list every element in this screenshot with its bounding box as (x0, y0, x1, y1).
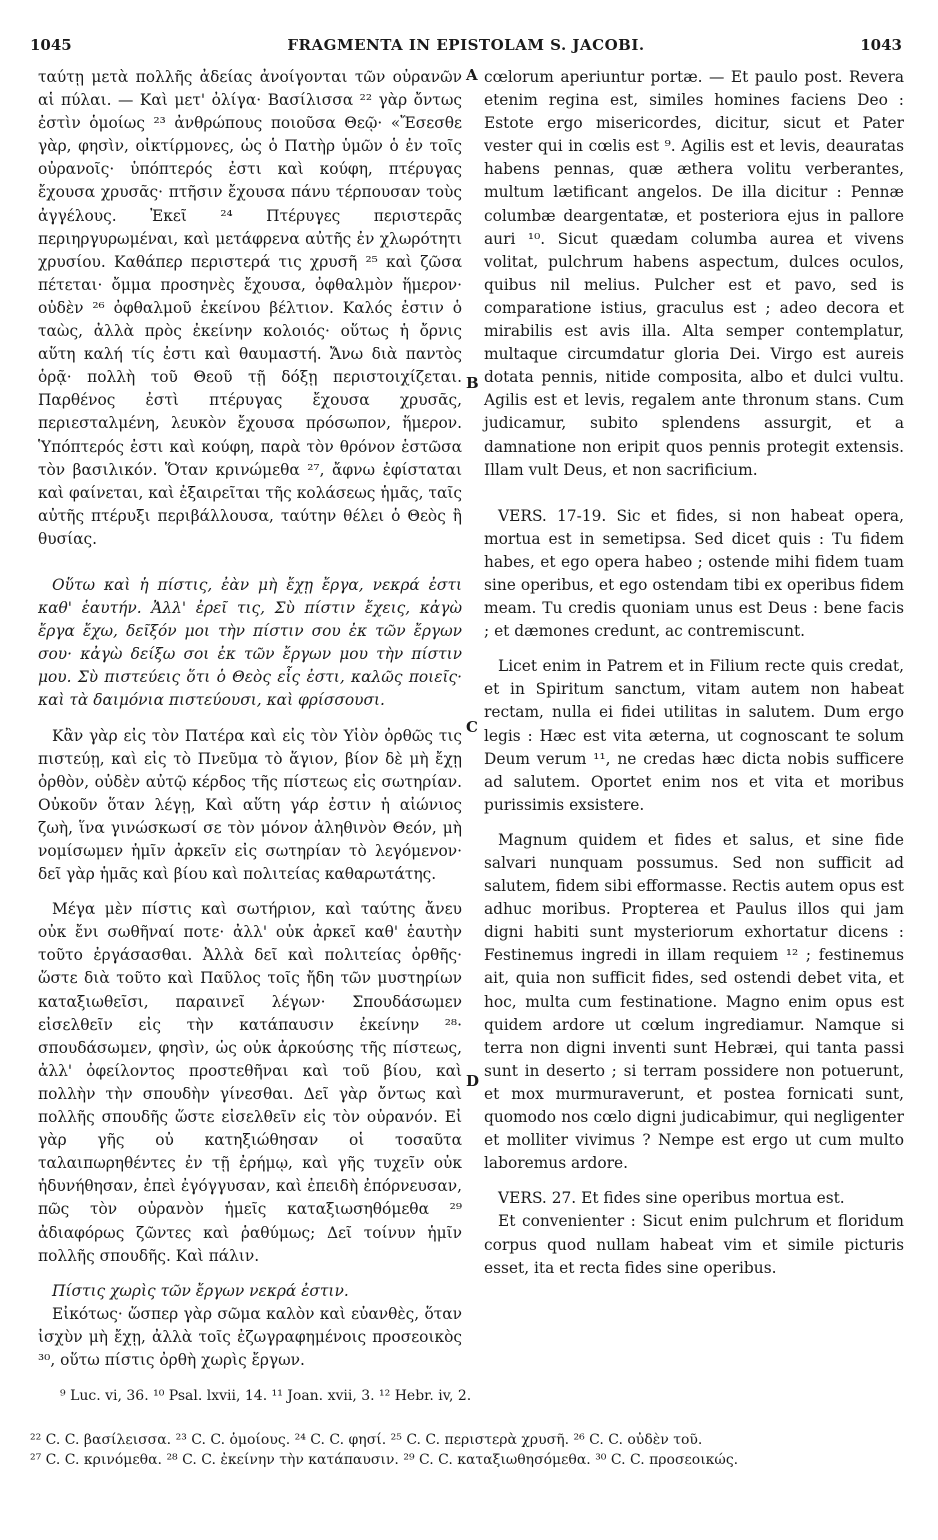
margin-letter-c: C (466, 718, 478, 736)
margin-letter-a: A (466, 66, 478, 84)
greek-footnotes-line-2: ²⁷ C. C. κρινόμεθα. ²⁸ C. C. ἐκείνην τὴν κατάπαυσιν. ²⁹ C. C. καταξιωθησόμεθα. ³⁰ C. C. προσεοικώς. (30, 1452, 739, 1468)
greek-column (38, 66, 462, 1372)
latin-verse-17-19: VERS. 17-19. Sic et fides, si non habeat opera, mortua est in semetipsa. Sed dicet quis : Tu fidem habes, et ego opera habeo ; ostende mihi fidem tuam sine operibus, et ego ostendam tibi ex operibus fidem meam. Tu credis quoniam unus est Deus : bene facis ; et dæmones credunt, ac contremiscunt. (484, 506, 904, 641)
latin-footnotes: ⁹ Luc. vi, 36. ¹⁰ Psal. lxvii, 14. ¹¹ Joan. xvii, 3. ¹² Hebr. iv, 2. (60, 1388, 472, 1404)
latin-paragraph-4: Magnum quidem et fides et salus, et sine fide salvari nunquam possumus. Sed non sufficit ad salutem, fidem sibi efformasse. Rectis autem opus est adhuc moribus. Propterea et Paulus illos qui jam digni habiti sunt mysteriorum exhortatur dicens : Festinemus ingredi in illam requiem ¹² ; festinemus ait, quia non sufficit fides, sed ostendi debet vita, et hoc, multa cum festinatione. Magno enim opus est quidem ardore ut cœlum ingrediamur. Namque si terra non digni inventi sunt Hebræi, qui tanta passi sunt in deserto ; si terram possidere non potuerunt, et mox murmuraverunt, et postea fornicati sunt, quomodo nos cœlo digni judicabimur, qui negligenter et molliter vivimus ? Nempe est ergo ut cum multo laboremus ardore. (484, 830, 904, 1173)
latin-paragraph-6: Et convenienter : Sicut enim pulchrum et floridum corpus quod nullam habeat vim et simile picturis esset, ita et recta fides sine operibus. (484, 1212, 904, 1277)
page-number-right: 1043 (860, 36, 902, 54)
greek-verse-27: Πίστις χωρὶς τῶν ἔργων νεκρά ἐστιν. (52, 1281, 349, 1300)
greek-verse-17-19: Οὕτω καὶ ἡ πίστις, ἐὰν μὴ ἔχῃ ἔργα, νεκρά ἐστι καθ' ἑαυτήν. Ἀλλ' ἐρεῖ τις, Σὺ πίστιν ἔχεις, κἀγὼ ἔργα ἔχω, δεῖξόν μοι τὴν πίστιν σου ἐκ τῶν ἔργων σου· κἀγὼ δείξω σοι ἐκ τῶν ἔργων μου τὴν πίστιν μου. Σὺ πιστεύεις ὅτι ὁ Θεὸς εἷς ἐστι, καλῶς ποιεῖς· καὶ τὰ δαιμόνια πιστεύουσι, καὶ φρίσσουσι. (38, 575, 462, 710)
latin-paragraph-1: cœlorum aperiuntur portæ. — Et paulo post. Revera etenim regina est, similes homines faciens Deo : Estote ergo misericordes, dicitur, sicut et Pater vester qui in cœlis est ⁹. Agilis est et levis, deauratas habens pennas, quæ æthera volitu verberantes, multum lætificant angelos. De illa dicitur : Pennæ columbæ deargentatæ, et posteriora ejus in pallore auri ¹⁰. Sicut quædam columba aurea et vivens volitat, pulchrum habens aspectum, dulces oculos, quibus nil melius. Pulcher est et pavo, sed is comparatione istius, graculus est ; adeo decora et mirabilis est avis illa. Alta semper contemplatur, multaque circumdatur gloria Dei. Virgo est aureis dotata pennis, nitide composita, albo et dulci vultu. Agilis est et levis, regalem ante thronum stans. Cum judicamur, subito splendens assurgit, et a damnatione non eripit quos pennis protegit extensis. Illam vult Deus, et non sacrificium. (484, 68, 904, 479)
running-header (30, 36, 902, 58)
latin-verse-27: VERS. 27. Et fides sine operibus mortua est. (498, 1189, 845, 1208)
latin-paragraph-3: Licet enim in Patrem et in Filium recte quis credat, et in Spiritum sanctum, vitam autem non habeat rectam, nulla ei fidei utilitas in salutem. Dum ergo legis : Hæc est vita æterna, ut cognoscant te solum Deum verum ¹¹, ne credas hæc dicta nobis sufficere ad salutem. Oportet enim nos et vita et moribus purissimis exsistere. (484, 657, 904, 814)
greek-paragraph-1: ταύτῃ μετὰ πολλῆς ἀδείας ἀνοίγονται τῶν οὐρανῶν αἱ πύλαι. — Καὶ μετ' ὀλίγα· Βασίλισσα ²² γὰρ ὄντως ἐστὶν ὁμοίως ²³ ἀνθρώπους ποιοῦσα Θεῷ· «Ἔσεσθε γὰρ, φησὶν, οἰκτίρμονες, ὡς ὁ Πατὴρ ὑμῶν ὁ ἐν τοῖς οὐρανοῖς· ὑπόπτερός ἐστι καὶ κούφη, πτέρυγας ἔχουσα χρυσᾶς· πτῆσιν ἔχουσα πάνυ τέρπουσαν τοὺς ἀγγέλους. Ἐκεῖ ²⁴ Πτέρυγες περιστερᾶς περιηργυρωμέναι, καὶ μετάφρενα αὐτῆς ἐν χλωρότητι χρυσίου. Καθάπερ περιστερά τις χρυσῆ ²⁵ καὶ ζῶσα πέτεται· ὄμμα προσηνὲς ἔχουσα, ὀφθαλμὸν ἥμερον· οὐδὲν ²⁶ ὀφθαλμοῦ ἐκείνου βέλτιον. Καλός ἐστιν ὁ ταὼς, ἀλλὰ πρὸς ἐκείνην κολοιός· οὕτως ἡ ὄρνις αὕτη καλή τίς ἐστι καὶ θαυμαστή. Ἄνω διὰ παντὸς ὁρᾷ· πολλὴ τοῦ Θεοῦ τῇ δόξῃ περιστοιχίζεται. Παρθένος ἐστὶ πτέρυγας ἔχουσα χρυσᾶς, περιεσταλμένη, λευκὸν ἔχουσα πρόσωπον, ἥμερον. Ὑπόπτερός ἐστι καὶ κούφη, παρὰ τὸν θρόνον ἑστῶσα τὸν βασιλικόν. Ὅταν κρινώμεθα ²⁷, ἄφνω ἐφίσταται καὶ φαίνεται, καὶ ἐξαιρεῖται τῆς κολάσεως ἡμᾶς, ταῖς αὐτῆς πτέρυξι περιβάλλουσα, ταύτην θέλει ὁ Θεὸς ἢ θυσίας. (38, 68, 462, 548)
greek-paragraph-4: Μέγα μὲν πίστις καὶ σωτήριον, καὶ ταύτης ἄνευ οὐκ ἔνι σωθῆναί ποτε· ἀλλ' οὐκ ἀρκεῖ καθ' ἑαυτὴν τοῦτο ἐργάσασθαι. Ἀλλὰ δεῖ καὶ πολιτείας ὀρθῆς· ὥστε διὰ τοῦτο καὶ Παῦλος τοῖς ἤδη τῶν μυστηρίων καταξιωθεῖσι, παραινεῖ λέγων· Σπουδάσωμεν εἰσελθεῖν εἰς τὴν κατάπαυσιν ἐκείνην ²⁸· σπουδάσωμεν, φησὶν, ὡς οὐκ ἀρκούσης τῆς πίστεως, ἀλλ' ὀφείλοντος προστεθῆναι καὶ τοῦ βίου, καὶ πολλὴν τὴν σπουδὴν γίνεσθαι. Δεῖ γὰρ ὄντως καὶ πολλῆς σπουδῆς ὥστε εἰσελθεῖν εἰς τὸν οὐρανόν. Εἰ γὰρ γῆς οὐ κατηξιώθησαν οἱ τοσαῦτα ταλαιπωρηθέντες ἐν τῇ ἐρήμῳ, καὶ γῆς τυχεῖν οὐκ ἠδυνήθησαν, ἐπεὶ ἐγόγγυσαν, καὶ ἐπειδὴ ἐπόρνευσαν, πῶς τὸν οὐρανὸν ἡμεῖς καταξιωσηθόμεθα ²⁹ ἀδιαφόρως ζῶντες καὶ ῥαθύμως; Δεῖ τοίνυν ἡμῖν πολλῆς σπουδῆς. Καὶ πάλιν. (38, 900, 462, 1265)
greek-footnotes-line-1: ²² C. C. βασίλεισσα. ²³ C. C. ὁμοίους. ²⁴ C. C. φησί. ²⁵ C. C. περιστερὰ χρυσῆ. ²⁶ C. C. οὐδὲν τοῦ. (30, 1432, 703, 1448)
latin-column (484, 66, 904, 1280)
margin-letter-b: B (466, 374, 479, 392)
margin-letter-d: D (466, 1072, 480, 1090)
greek-paragraph-3: Κἂν γὰρ εἰς τὸν Πατέρα καὶ εἰς τὸν Υἱὸν ὀρθῶς τις πιστεύῃ, καὶ εἰς τὸ Πνεῦμα τὸ ἅγιον, βίον δὲ μὴ ἔχῃ ὀρθὸν, οὐδὲν αὐτῷ κέρδος τῆς πίστεως εἰς σωτηρίαν. Οὐκοῦν ὅταν λέγῃ, Καὶ αὕτη γάρ ἐστιν ἡ αἰώνιος ζωὴ, ἵνα γινώσκωσί σε τὸν μόνον ἀληθινὸν Θεόν, μὴ νομίσωμεν ἡμῖν ἀρκεῖν εἰς σωτηρίαν τὸ λεγόμενον· δεῖ γὰρ ἡμᾶς καὶ βίου καὶ πολιτείας καθαρωτάτης. (38, 726, 462, 884)
page-title: FRAGMENTA IN EPISTOLAM S. JACOBI. (287, 36, 645, 54)
greek-paragraph-6: Εἰκότως· ὥσπερ γὰρ σῶμα καλὸν καὶ εὐανθὲς, ὅταν ἰσχὺν μὴ ἔχῃ, ἀλλὰ τοῖς ἐζωγραφημένοις προσεοικὸς ³⁰, οὕτω πίστις ὀρθὴ χωρὶς ἔργων. (38, 1304, 462, 1369)
page-number-left: 1045 (30, 36, 72, 54)
